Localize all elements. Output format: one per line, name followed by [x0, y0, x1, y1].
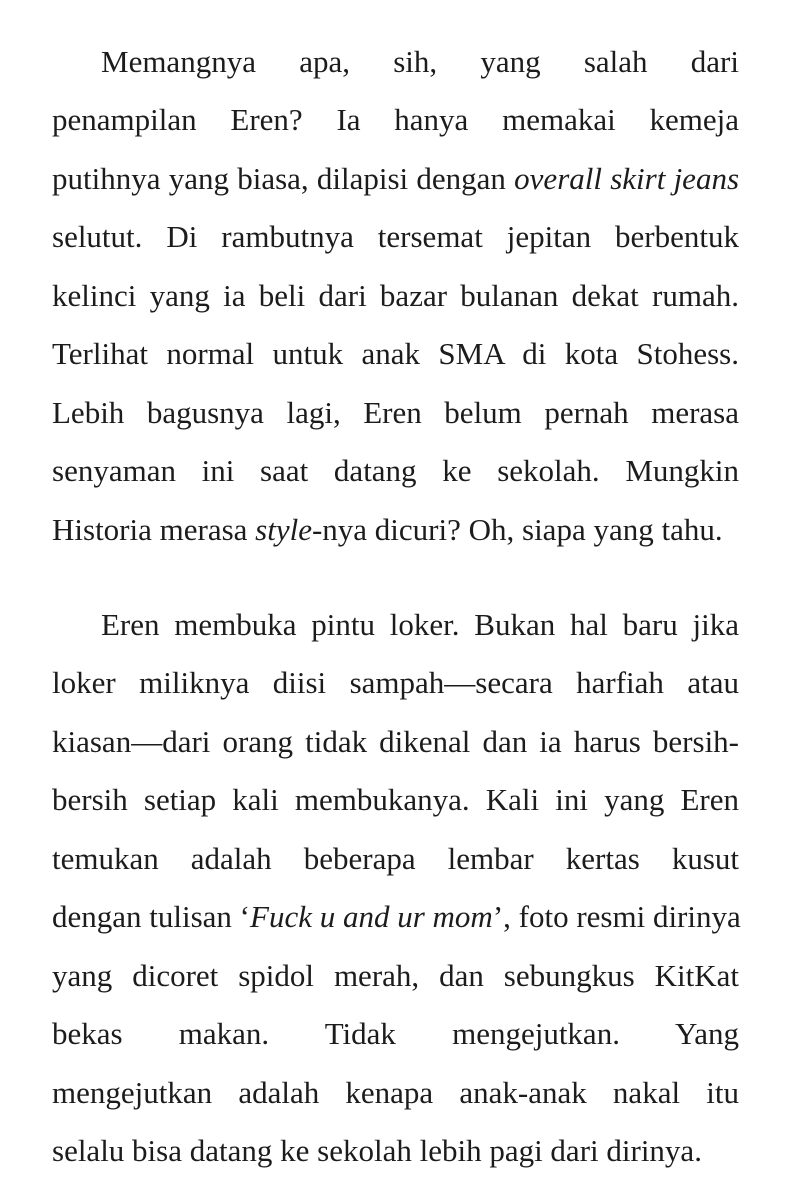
- text-run: yang dicoret spidol merah, dan sebungkus KitKat: [52, 958, 739, 993]
- text-line: [52, 663, 739, 703]
- text-line: [52, 159, 739, 199]
- text-run: Terlihat normal untuk anak SMA di kota Stohess.: [52, 336, 739, 371]
- text-run: kelinci yang ia beli dari bazar bulanan dekat rumah.: [52, 278, 739, 313]
- text-run: mengejutkan adalah kenapa anak-anak nakal itu: [52, 1075, 739, 1110]
- text-line: [52, 956, 739, 996]
- italic-text-run: style: [255, 512, 312, 547]
- text-line: [52, 1073, 739, 1113]
- text-run: Lebih bagusnya lagi, Eren belum pernah merasa: [52, 395, 739, 430]
- text-run: selalu bisa datang ke sekolah lebih pagi dari dirinya.: [52, 1133, 702, 1168]
- text-run: ’, foto resmi dirinya: [492, 899, 741, 934]
- text-line: [52, 1014, 739, 1054]
- text-run: kiasan—dari orang tidak dikenal dan ia harus bersih-: [52, 724, 739, 759]
- italic-text-run: Fuck u and ur mom: [250, 899, 493, 934]
- text-line: [52, 1131, 739, 1171]
- text-run: temukan adalah beberapa lembar kertas kusut: [52, 841, 739, 876]
- text-line: [52, 393, 739, 433]
- text-run: loker miliknya diisi sampah—secara harfiah atau: [52, 665, 739, 700]
- text-line: [52, 897, 739, 937]
- italic-text-run: overall skirt jeans: [514, 161, 740, 196]
- text-run: selutut. Di rambutnya tersemat jepitan berbentuk: [52, 219, 739, 254]
- text-run: Eren membuka pintu loker. Bukan hal baru jika: [101, 607, 739, 642]
- text-run: Historia merasa: [52, 512, 256, 547]
- text-run: -nya dicuri? Oh, siapa yang tahu.: [311, 512, 723, 547]
- text-run: penampilan Eren? Ia hanya memakai kemeja: [52, 102, 739, 137]
- text-line: [101, 605, 739, 645]
- text-run: bersih setiap kali membukanya. Kali ini yang Eren: [52, 782, 739, 817]
- text-line: [52, 510, 739, 550]
- text-run: bekas makan. Tidak mengejutkan. Yang: [52, 1016, 739, 1051]
- text-run: Memangnya apa, sih, yang salah dari: [101, 44, 739, 79]
- text-line: [52, 722, 739, 762]
- text-line: [52, 276, 739, 316]
- text-line: [52, 334, 739, 374]
- text-line: [52, 451, 739, 491]
- text-line: [52, 217, 739, 257]
- text-line: [52, 780, 739, 820]
- text-line: [52, 839, 739, 879]
- text-run: senyaman ini saat datang ke sekolah. Mungkin: [52, 453, 739, 488]
- text-line: [101, 42, 739, 82]
- text-run: putihnya yang biasa, dilapisi dengan: [52, 161, 515, 196]
- text-line: [52, 100, 739, 140]
- text-run: dengan tulisan ‘: [52, 899, 251, 934]
